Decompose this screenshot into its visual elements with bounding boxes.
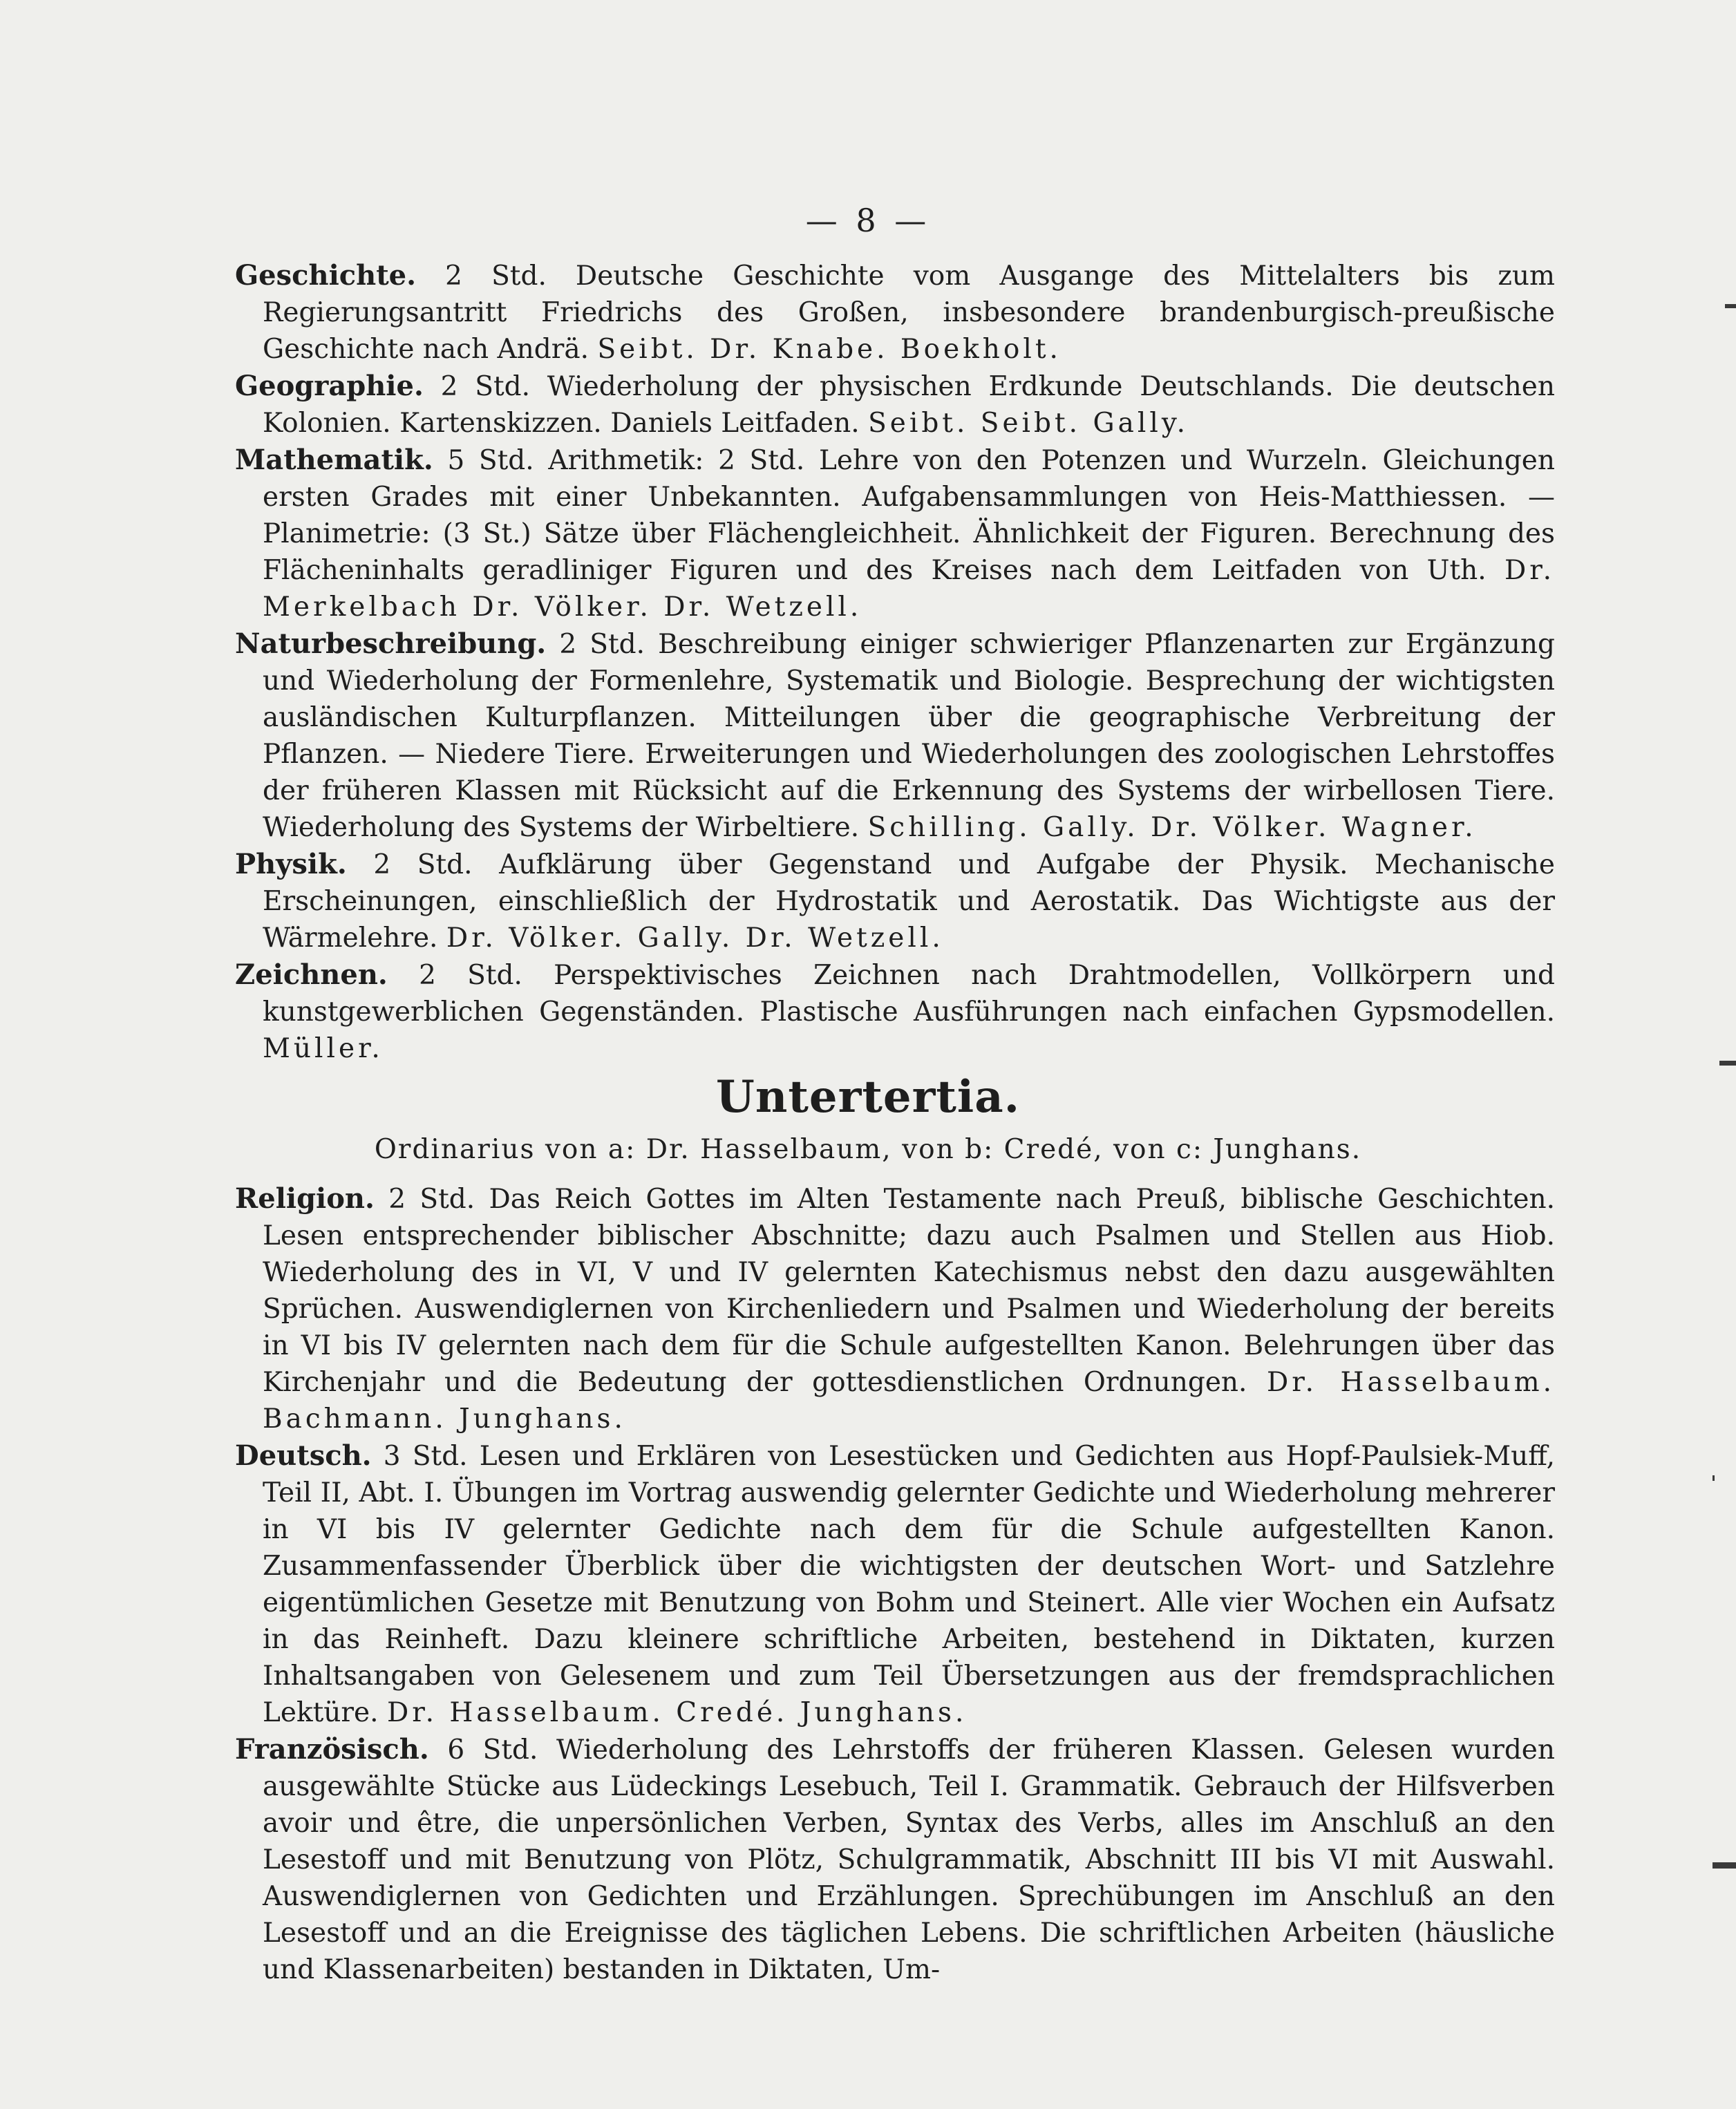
subject-entry-physik: [235, 846, 1555, 956]
subject-teachers: Dr. Merkelbach Dr. Völker. Dr. Wetzell.: [263, 555, 1555, 623]
subject-name: Deutsch.: [235, 1439, 372, 1472]
subject-name: Geschichte.: [235, 259, 417, 292]
page-edge-mark: [1719, 1061, 1736, 1066]
subject-entry-deutsch: [235, 1437, 1555, 1731]
subject-text: 2 Std. Deutsche Geschichte vom Ausgange des Mittelalters bis zum Regierungsantritt Friedrichs des Großen, insbesondere brandenburgisch-preußische Geschichte nach Andrä.: [263, 261, 1555, 365]
subject-entry-franzoesisch: [235, 1731, 1555, 1988]
subject-text: 5 Std. Arithmetik: 2 Std. Lehre von den Potenzen und Wurzeln. Gleichungen ersten Grades mit einer Unbekannten. Aufgabensammlungen von Heis-Matthiessen. — Planimetrie: (3 St.) Sätze über Flächengleichheit. Ähnlichkeit der Figuren. Berechnung des Flächeninhalts geradliniger Figuren und des Kreises nach dem Leitfaden von Uth.: [263, 445, 1555, 586]
lower-curriculum-block: [235, 1180, 1555, 1988]
subject-teachers: Schilling. Gally. Dr. Völker. Wagner.: [867, 812, 1477, 843]
subject-name: Französisch.: [235, 1733, 429, 1766]
upper-curriculum-block: [235, 257, 1555, 1067]
subject-text: 6 Std. Wiederholung des Lehrstoffs der früheren Klassen. Gelesen wurden ausgewählte Stücke aus Lüdeckings Lesebuch, Teil I. Grammatik. Gebrauch der Hilfsverben avoir und être, die unpersönlichen Verben, Syntax des Verbs, alles im Anschluß an den Lesestoff und mit Benutzung von Plötz, Schulgrammatik, Abschnitt III bis VI mit Auswahl. Auswendiglernen von Gedichten und Erzählungen. Sprechübungen im Anschluß an den Lesestoff und an die Ereignisse des täglichen Lebens. Die schriftlichen Arbeiten (häusliche und Klassenarbeiten) bestanden in Diktaten, Um-: [263, 1734, 1555, 1985]
page-edge-mark: [1713, 1862, 1736, 1869]
subject-teachers: Dr. Völker. Gally. Dr. Wetzell.: [446, 923, 944, 954]
subject-text: 2 Std. Perspektivisches Zeichnen nach Drahtmodellen, Vollkörpern und kunstgewerblichen Gegenständen. Plastische Ausführungen nach einfachen Gypsmodellen.: [263, 960, 1555, 1028]
subject-teachers: Seibt. Dr. Knabe. Boekholt.: [597, 334, 1062, 365]
subject-name: Zeichnen.: [235, 958, 388, 991]
subject-entry-naturbeschreibung: [235, 625, 1555, 846]
subject-name: Religion.: [235, 1182, 375, 1215]
subject-teachers: Dr. Hasselbaum. Bachmann. Junghans.: [263, 1367, 1556, 1435]
subject-name: Physik.: [235, 848, 347, 880]
ordinarius-line: Ordinarius von a: Dr. Hasselbaum, von b: Credé, von c: Junghans.: [374, 1134, 1362, 1165]
subject-text: 2 Std. Das Reich Gottes im Alten Testamente nach Preuß, biblische Geschichten. Lesen entsprechender biblischer Abschnitte; dazu auch Psalmen und Stellen aus Hiob. Wiederholung des in VI, V und IV gelernten Katechismus nebst den dazu ausgewählten Sprüchen. Auswendiglernen von Kirchenliedern und Psalmen und Wiederholung der bereits in VI bis IV gelernten nach dem für die Schule aufgestellten Kanon. Belehrungen über das Kirchenjahr und die Bedeutung der gottesdienstlichen Ordnungen.: [263, 1184, 1555, 1398]
subject-name: Geographie.: [235, 370, 424, 402]
subject-entry-geschichte: [235, 257, 1555, 368]
section-title: Untertertia.: [716, 1071, 1020, 1123]
subject-name: Naturbeschreibung.: [235, 627, 547, 660]
subject-entry-zeichnen: [235, 956, 1555, 1067]
subject-teachers: Müller.: [263, 1033, 384, 1064]
subject-entry-geographie: [235, 368, 1555, 442]
subject-text: 2 Std. Aufklärung über Gegenstand und Aufgabe der Physik. Mechanische Erscheinungen, einschließlich der Hydrostatik und Aerostatik. Das Wichtigste aus der Wärmelehre.: [263, 849, 1555, 954]
subject-text: 2 Std. Beschreibung einiger schwieriger Pflanzenarten zur Ergänzung und Wiederholung der Formenlehre, Systematik und Biologie. Besprechung der wichtigsten ausländischen Kulturpflanzen. Mitteilungen über die geographische Verbreitung der Pflanzen. — Niedere Tiere. Erweiterungen und Wiederholungen des zoologischen Lehrstoffes der früheren Klassen mit Rücksicht auf die Erkennung des Systems der wirbellosen Tiere. Wiederholung des Systems der Wirbeltiere.: [263, 629, 1555, 843]
page-number: — 8 —: [805, 202, 931, 239]
subject-entry-mathematik: [235, 442, 1555, 625]
subject-teachers: Seibt. Seibt. Gally.: [868, 408, 1189, 439]
page-edge-mark: [1725, 304, 1736, 308]
page-edge-mark: [1713, 1475, 1715, 1481]
subject-text: 2 Std. Wiederholung der physischen Erdkunde Deutschlands. Die deutschen Kolonien. Kartenskizzen. Daniels Leitfaden.: [263, 371, 1555, 439]
subject-name: Mathematik.: [235, 444, 433, 476]
subject-text: 3 Std. Lesen und Erklären von Lesestücken und Gedichten aus Hopf-Paulsiek-Muff, Teil II, Abt. I. Übungen im Vortrag auswendig gelernter Gedichte und Wiederholung mehrerer in VI bis IV gelernter Gedichte nach dem für die Schule aufgestellten Kanon. Zusammenfassender Überblick über die wichtigsten der deutschen Wort- und Satzlehre eigentümlichen Gesetze mit Benutzung von Bohm und Steinert. Alle vier Wochen ein Aufsatz in das Reinheft. Dazu kleinere schriftliche Arbeiten, bestehend in Diktaten, kurzen Inhaltsangaben von Gelesenem und zum Teil Übersetzungen aus der fremdsprachlichen Lektüre.: [263, 1441, 1555, 1728]
subject-entry-religion: [235, 1180, 1555, 1437]
subject-teachers: Dr. Hasselbaum. Credé. Junghans.: [386, 1697, 968, 1728]
